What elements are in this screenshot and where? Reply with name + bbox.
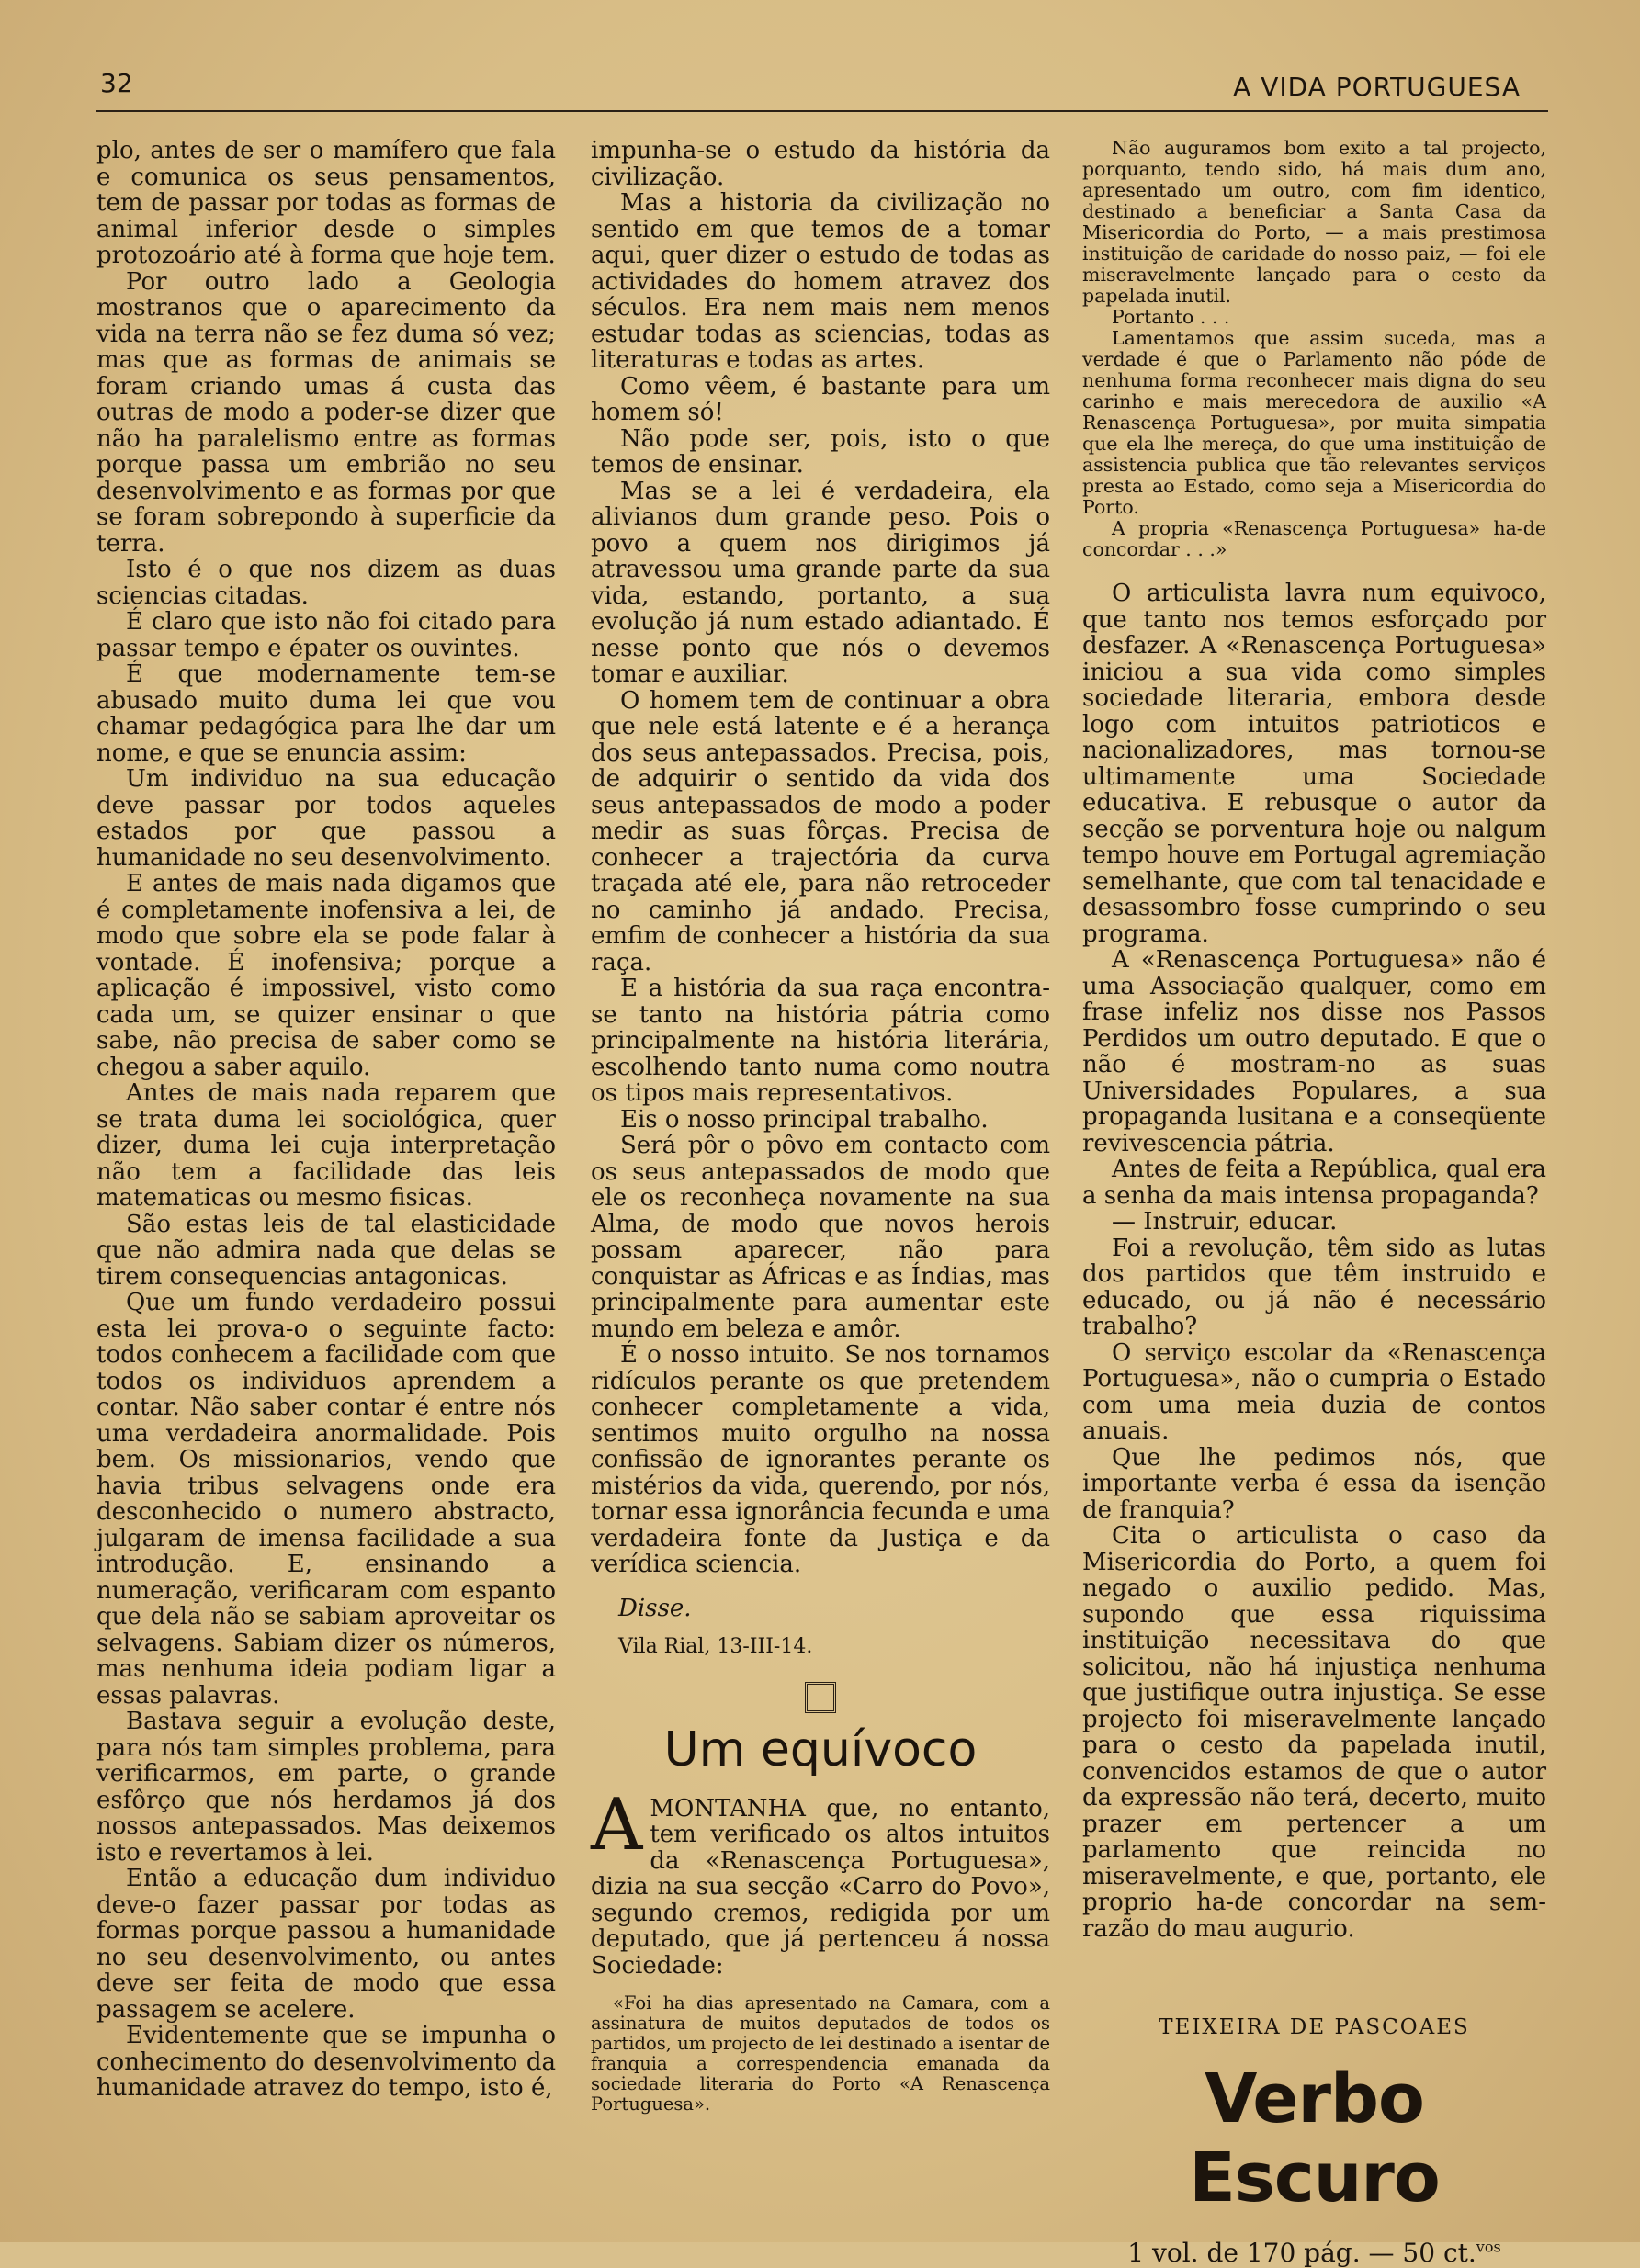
paragraph: plo, antes de ser o mamífero que fala e comunica os seus pensamentos, tem de passar por todas as formas de animal inferior desde o simples protozoário até à forma que hoje tem. [96,137,556,269]
ornament-icon [591,1682,1050,1717]
paragraph: Evidentemente que se impunha o conhecimento do desenvolvimento da humanidade atravez do tempo, isto é, [96,2022,556,2102]
column-3 [1082,138,1546,2268]
paragraph: É que modernamente tem-se abusado muito duma lei que vou chamar pedagógica para lhe dar um nome, e que se enuncia assim: [96,660,556,767]
price-text: 1 vol. de 170 pág. — 50 ct. [1127,2238,1476,2268]
quoted-block [591,1993,1050,2115]
advert-author: TEIXEIRA DE PASCOAES [1159,2015,1470,2039]
price-superscript: vos [1476,2238,1501,2256]
drop-cap: A [591,1783,643,1867]
paragraph: Que um fundo verdadeiro possui esta lei prova-o o seguinte facto: todos conhecem a facilidade com que todos os individuos aprendem a contar. Não saber contar é entre nós uma verdadeira anormalidade. Pois bem. Os missionarios, vendo que havia tribus selvagens onde era desconhecido o numero abstracto, julgaram de imensa facilidade a sua introdução. E, ensinando a numeração, verificaram com espanto que dela não se sabiam aproveitar os selvagens. Sabiam dizer os números, mas nenhuma ideia podiam ligar a essas palavras. [96,1289,556,1709]
paragraph: E antes de mais nada digamos que é completamente inofensiva a lei, de modo que sobre ela se pode falar à vontade. É inofensiva; porque a aplicação é impossivel, visto como cada um, se quizer ensinar o que sabe, não precisa de saber como se chegou a saber aquilo. [96,870,556,1081]
paragraph: Mas se a lei é verdadeira, ela alivianos dum grande peso. Pois o povo a quem nos dirigimos já atravessou uma grande parte da sua vida, estando, portanto, a sua evolução já num estado adiantado. É nesse ponto que nós o devemos tomar e auxiliar. [591,477,1050,688]
paragraph: São estas leis de tal elasticidade que não admira nada que delas se tirem consequencias antagonicas. [96,1210,556,1291]
paragraph: E a história da sua raça encontra-se tanto na história pátria como principalmente na história literária, escolhendo tanto numa como noutra os tipos mais representativos. [591,975,1050,1107]
paragraph: Mas a historia da civilização no sentido em que temos de a tomar aqui, quer dizer o estudo de todas as actividades do homem atravez dos séculos. Era nem mais nem menos estudar todas as sciencias, todas as literaturas e todas as artes. [591,189,1050,374]
paragraph: É claro que isto não foi citado para passar tempo e épater os ouvintes. [96,608,556,662]
paragraph: O articulista lavra num equivoco, que tanto nos temos esforçado por desfazer. A «Renascença Portuguesa» iniciou a sua vida como simples sociedade literaria, embora desde logo com intuitos patrioticos e nacionalizadores, mas tornou-se ultimamente uma Sociedade educativa. E rebusque o autor da secção se porventura hoje ou nalgum tempo houve em Portugal agremiação semelhante, que com tal tenacidade e desassombro fosse cumprindo o seu programa. [1082,580,1546,948]
column-2 [591,138,1050,2115]
closing-word: Disse. [618,1594,692,1622]
paragraph: impunha-se o estudo da história da civilização. [591,137,1050,191]
quoted-continuation [1082,138,1546,560]
paragraph: Antes de mais nada reparem que se trata duma lei sociológica, quer dizer, duma lei cuja interpretação não tem a facilidade das leis matematicas ou mesmo fisicas. [96,1079,556,1212]
paragraph: Como vêem, é bastante para um homem só! [591,372,1050,426]
page-header [96,68,1548,112]
paragraph: Antes de feita a República, qual era a senha da mais intensa propaganda? [1082,1156,1546,1210]
paragraph: A «Renascença Portuguesa» não é uma Associação qualquer, como em frase infeliz nos disse nos Passos Perdidos um outro deputado. E que o não é mostram-no as suas Universidades Populares, a sua propaganda lusitana e a conseqüente revivescencia pátria. [1082,946,1546,1157]
paragraph: O serviço escolar da «Renascença Portuguesa», não o cumpria o Estado com uma meia duzia de contos anuais. [1082,1338,1546,1445]
paragraph: Isto é o que nos dizem as duas sciencias citadas. [96,556,556,610]
column-1 [96,138,556,2102]
paragraph: Um individuo na sua educação deve passar por todos aqueles estados por que passou a humanidade no seu desenvolvimento. [96,765,556,872]
paragraph: Cita o articulista o caso da Misericordia do Porto, a quem foi negado o auxilio pedido. Mas, supondo que essa riquissima instituição necessitava do que solicitou, não há injustiça nenhuma que justifique outra injustiça. Se esse projecto foi miseravelmente lançado para o cesto da papelada inutil, convencidos estamos de que o autor da expressão não terá, decerto, muito prazer em pertencer a um parlamento que reincida no miseravelmente, e que, portanto, ele proprio ha-de concordar na sem-razão do mau augurio. [1082,1522,1546,1943]
paragraph: Que lhe pedimos nós, que importante verba é essa da isenção de franquia? [1082,1443,1546,1524]
quote-paragraph: «Foi ha dias apresentado na Camara, com a assinatura de muitos deputados de todos os partidos, um projecto de lei destinado a isentar de franquia a correspendencia emanada da sociedade literaria do Porto «A Renascença Portuguesa». [591,1992,1050,2115]
quote-paragraph: Portanto . . . [1112,306,1230,328]
publication-title: A VIDA PORTUGUESA [1233,72,1521,102]
advert-book-title: Verbo Escuro [1189,2059,1440,2217]
quote-paragraph: Lamentamos que assim suceda, mas a verdade é que o Parlamento não póde de nenhuma forma reconhecer mais digna do seu carinho e mais merecedora de auxilio «A Renascença Portuguesa», por muita simpatia que ela lhe mereça, do que uma instituição de assistencia publica que tão relevantes serviços presta ao Estado, como seja a Misericordia do Porto. [1082,327,1546,518]
page-number: 32 [100,68,133,98]
paragraph: Não pode ser, pois, isto o que temos de ensinar. [591,424,1050,479]
article-title: Um equívoco [663,1721,978,1777]
paragraph: — Instruir, educar. [1112,1208,1338,1236]
paragraph: Então a educação dum individuo deve-o fazer passar por todas as formas porque passou a humanidade no seu desenvolvimento, ou antes deve ser feita de modo que essa passagem se acelere. [96,1865,556,2024]
paragraph: Será pôr o pôvo em contacto com os seus antepassados de modo que ele os reconheça novamente na sua Alma, de modo que novos herois possam aparecer, não para conquistar as Áfricas e as Índias, mas principalmente para aumentar este mundo em beleza e amôr. [591,1132,1050,1343]
paragraph: É o nosso intuito. Se nos tornamos ridículos perante os que pretendem conhecer completamente a vida, sentimos muito orgulho na nossa confissão de ignorantes perante os mistérios da vida, querendo, por nós, tornar essa ignorância fecunda e uma verdadeira fonte da Justiça e da verídica sciencia. [591,1341,1051,1578]
article-intro-text: MONTANHA que, no entanto, tem verificado os altos intuitos da «Renascença Portuguesa», dizia na sua secção «Carro do Povo», segundo cremos, redigida por um deputado, que já pertenceu á nossa Sociedade: [591,1794,1050,1980]
place-date: Vila Rial, 13-III-14. [618,1634,813,1658]
paragraph: Foi a revolução, têm sido as lutas dos partidos que têm instruido e educado, ou já não é necessário trabalho? [1082,1234,1546,1340]
article-intro [591,1783,1050,1980]
paragraph: O homem tem de continuar a obra que nele está latente e é a herança dos seus antepassados. Precisa, pois, de adquirir o sentido da vida dos seus antepassados de modo a poder medir as suas fôrças. Precisa de conhecer a trajectória da curva traçada até ele, para não retroceder no caminho já andado. Precisa, emfim de conhecer a história da sua raça. [591,686,1050,976]
quote-paragraph: Não auguramos bom exito a tal projecto, porquanto, tendo sido, há mais dum ano, apresentado um outro, com fim identico, destinado a beneficiar a Santa Casa da Misericordia do Porto, — a mais prestimosa instituição de caridade do nosso paiz, — foi ele miseravelmente lançado para o cesto da papelada inutil. [1082,137,1546,307]
paragraph: Eis o nosso principal trabalho. [620,1105,989,1134]
paragraph: Por outro lado a Geologia mostranos que o aparecimento da vida na terra não se fez duma só vez; mas que as formas de animais se foram criando umas á custa das outras de modo a poder-se dizer que não ha paralelismo entre as formas porque passa um embrião no seu desenvolvimento e as formas por que se foram sobrepondo à superficie da terra. [96,267,556,558]
quote-paragraph: A propria «Renascença Portuguesa» ha-de concordar . . .» [1082,517,1546,560]
paragraph: Bastava seguir a evolução deste, para nós tam simples problema, para verificarmos, em parte, o grande esfôrço que nós herdamos já dos nossos antepassados. Mas deixemos isto e revertamos à lei. [96,1708,556,1867]
